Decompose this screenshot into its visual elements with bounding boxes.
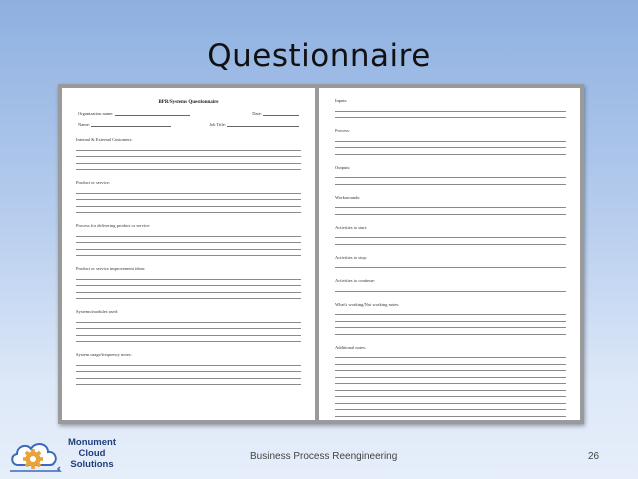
questionnaire-section [335, 225, 566, 245]
logo-line-1: Monument [67, 437, 117, 448]
section-label: Activities to start: [335, 224, 368, 230]
section-label: Process for delivering product or service: [76, 223, 151, 228]
logo-line-2: Cloud [78, 448, 106, 459]
date-blank [263, 111, 299, 116]
questionnaire-section [76, 137, 301, 170]
section-label: Systems/modules used: [76, 309, 119, 314]
answer-line [76, 250, 301, 257]
questionnaire-section [76, 309, 301, 342]
organization-label: Organization name: [78, 111, 114, 116]
job-title-label: Job Title: [209, 122, 226, 127]
name-blank [91, 122, 171, 127]
questionnaire-page-right [319, 88, 580, 420]
answer-line [335, 410, 566, 417]
questionnaire-section [335, 165, 566, 185]
questionnaire-section [335, 195, 566, 215]
questionnaire-section [76, 180, 301, 213]
organization-blank [115, 111, 190, 116]
questionnaire-image [58, 84, 584, 424]
questionnaire-section [335, 98, 566, 118]
logo-text [62, 437, 122, 470]
section-label: Process: [335, 128, 350, 133]
questionnaire-page-left [62, 88, 315, 420]
right-sections [319, 98, 580, 417]
section-label: What's working/Not working notes: [335, 301, 400, 307]
answer-line [76, 336, 301, 343]
answer-line [335, 208, 566, 215]
organization-field [78, 111, 190, 116]
page-number: 26 [588, 451, 600, 462]
job-title-blank [227, 122, 299, 127]
section-label: System usage/frequency notes: [76, 352, 132, 357]
footer-text: Business Process Reengineering [250, 451, 398, 462]
date-label: Date: [252, 111, 262, 116]
answer-line [335, 285, 566, 292]
name-job-row [78, 122, 299, 127]
org-date-row [78, 111, 299, 116]
section-label: Outputs: [335, 164, 351, 170]
answer-line [335, 148, 566, 155]
cloud-gear-icon [8, 435, 64, 475]
answer-line [76, 379, 301, 386]
name-label: Name: [78, 122, 90, 127]
questionnaire-section [335, 255, 566, 269]
questionnaire-section [335, 128, 566, 155]
section-label: Activities to continue: [335, 278, 375, 283]
answer-line [76, 207, 301, 214]
section-label: Internal & External Customers: [76, 137, 133, 142]
questionnaire-section [76, 352, 301, 385]
answer-line [335, 112, 566, 119]
slide-title: Questionnaire [207, 38, 431, 74]
left-sections [62, 137, 315, 385]
questionnaire-section [335, 278, 566, 292]
answer-line [335, 178, 566, 185]
answer-line [76, 164, 301, 171]
logo-line-3: Solutions [70, 459, 114, 470]
section-label: Workarounds: [335, 194, 361, 200]
answer-line [335, 328, 566, 335]
section-label: Activities to stop: [335, 254, 367, 260]
questionnaire-section [76, 266, 301, 299]
answer-line [76, 293, 301, 300]
name-field [78, 122, 171, 127]
company-logo [8, 435, 120, 475]
document-title: BPR/Systems Questionnaire [158, 100, 219, 105]
date-field [252, 111, 299, 116]
questionnaire-section [335, 302, 566, 335]
answer-line [335, 238, 566, 245]
section-label: Additional notes: [335, 344, 367, 350]
job-title-field [209, 122, 299, 127]
questionnaire-section [76, 223, 301, 256]
questionnaire-section [335, 345, 566, 417]
section-label: Inputs: [335, 98, 348, 103]
section-label: Product or service: [76, 180, 110, 185]
section-label: Product or service improvement ideas: [76, 266, 146, 271]
answer-line [335, 262, 566, 269]
